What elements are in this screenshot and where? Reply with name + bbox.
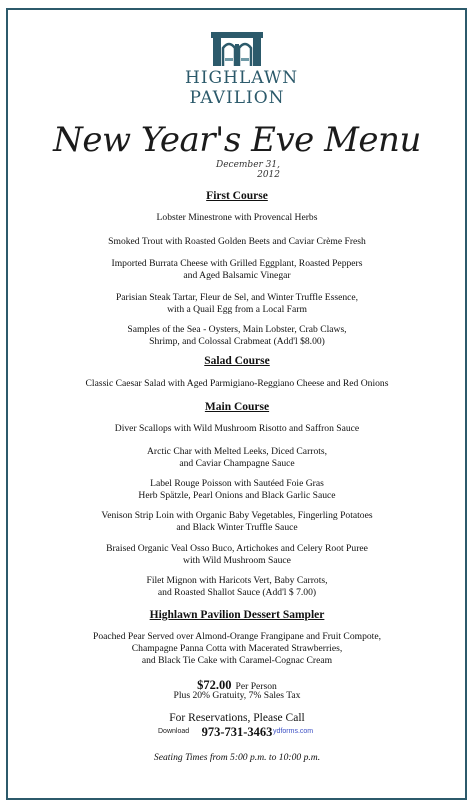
reservations-phone: 973-731-3463	[201, 725, 273, 739]
menu-date: December 31, 2012	[215, 160, 280, 180]
reservations-label: For Reservations, Please Call	[169, 712, 305, 724]
menu-title: New Year's Eve Menu	[53, 120, 421, 160]
brand-name-line2: PAVILION	[189, 88, 285, 108]
menu-item: Braised Organic Veal Osso Buco, Artichokes and Celery Root Puree with Wild Mushroom Sauce	[106, 543, 368, 566]
price-amount: $72.00	[197, 678, 232, 692]
menu-item: Venison Strip Loin with Organic Baby Vegetables, Fingerling Potatoes and Black Winter Truffle Sauce	[101, 510, 373, 533]
watermark-prefix: Download	[158, 728, 190, 735]
price-per: Per Person	[235, 681, 277, 692]
salad-course-heading: Salad Course	[204, 355, 270, 367]
download-watermark	[158, 728, 318, 735]
watermark-link[interactable]: ydforms.com	[273, 728, 314, 735]
menu-item: Parisian Steak Tartar, Fleur de Sel, and Winter Truffle Essence, with a Quail Egg from a Local Farm	[115, 292, 359, 315]
menu-item: Arctic Char with Melted Leeks, Diced Carrots, and Caviar Champagne Sauce	[146, 446, 328, 469]
menu-item: Classic Caesar Salad with Aged Parmigiano-Reggiano Cheese and Red Onions	[85, 378, 389, 389]
menu-item: Poached Pear Served over Almond-Orange Frangipane and Fruit Compote, Champagne Panna Cotta with Macerated Strawberries, and Black Tie Cake with Caramel-Cognac Cream	[92, 631, 381, 666]
highlawn-logo	[185, 30, 299, 110]
dessert-heading: Highlawn Pavilion Dessert Sampler	[149, 609, 325, 621]
menu-item: Smoked Trout with Roasted Golden Beets and Caviar Crème Fresh	[108, 236, 366, 247]
menu-item: Label Rouge Poisson with Sautéed Foie Gras Herb Spätzle, Pearl Onions and Black Garlic Sauce	[138, 478, 336, 501]
menu-item: Filet Mignon with Haricots Vert, Baby Carrots, and Roasted Shallot Sauce (Add'l $ 7.00)	[146, 575, 328, 598]
main-course-heading: Main Course	[204, 401, 270, 413]
first-course-heading: First Course	[206, 190, 268, 202]
pavilion-building-icon	[209, 30, 265, 68]
menu-item: Lobster Minestrone with Provencal Herbs	[156, 212, 318, 223]
menu-item: Diver Scallops with Wild Mushroom Risotto and Saffron Sauce	[114, 423, 360, 434]
menu-item: Samples of the Sea - Oysters, Main Lobster, Crab Claws, Shrimp, and Colossal Crabmeat (Add'l $8.00)	[127, 324, 347, 347]
menu-item: Imported Burrata Cheese with Grilled Eggplant, Roasted Peppers and Aged Balsamic Vinegar	[111, 258, 363, 281]
gratuity-note: Plus 20% Gratuity, 7% Sales Tax	[173, 690, 301, 701]
brand-name-line1: HIGHLAWN	[185, 68, 299, 88]
seating-times: Seating Times from 5:00 p.m. to 10:00 p.m.	[153, 752, 321, 763]
